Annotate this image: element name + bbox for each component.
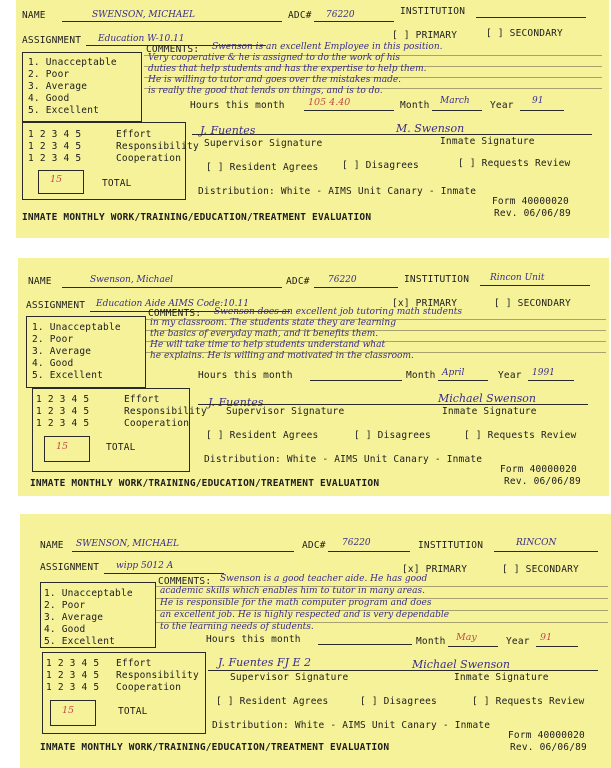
requests-review-checkbox[interactable]: [ ] Requests Review bbox=[472, 696, 585, 707]
secondary-checkbox[interactable]: [ ] SECONDARY bbox=[494, 298, 571, 309]
adc-label: ADC# bbox=[288, 10, 312, 21]
criteria-effort: Effort bbox=[124, 394, 160, 405]
total-label: TOTAL bbox=[102, 178, 132, 189]
assignment-label: ASSIGNMENT bbox=[26, 300, 86, 311]
month-value: May bbox=[456, 632, 477, 643]
resident-agrees-checkbox[interactable]: [ ] Resident Agrees bbox=[206, 430, 319, 441]
adc-value: 76220 bbox=[328, 275, 357, 285]
rating-3: 3. Average bbox=[28, 81, 88, 92]
rating-4: 4. Good bbox=[28, 93, 70, 104]
assignment-label: ASSIGNMENT bbox=[40, 562, 100, 573]
comment-line-5: is really the good that lends on things, and is to do. bbox=[148, 86, 383, 96]
adc-value: 76220 bbox=[326, 10, 355, 20]
year-value: 91 bbox=[540, 632, 553, 643]
assignment-value: Education W-10.11 bbox=[98, 34, 185, 44]
criteria-cooperation: Cooperation bbox=[116, 682, 182, 693]
adc-label: ADC# bbox=[286, 276, 310, 287]
form-title: INMATE MONTHLY WORK/TRAINING/EDUCATION/TREATMENT EVALUATION bbox=[30, 478, 380, 489]
month-value: April bbox=[442, 368, 465, 378]
rating-2: 2. Poor bbox=[44, 600, 86, 611]
rating-3: 3. Average bbox=[44, 612, 104, 623]
scale-responsibility: 1 2 3 4 5 bbox=[36, 406, 90, 417]
scale-responsibility: 1 2 3 4 5 bbox=[46, 670, 100, 681]
comment-line-3: He is responsible for the math computer program and does bbox=[160, 598, 432, 608]
name-label: NAME bbox=[40, 540, 64, 551]
evaluation-form-3 bbox=[20, 514, 611, 768]
supervisor-signature: J. Fuentes bbox=[208, 396, 264, 409]
inmate-signature-label: Inmate Signature bbox=[442, 406, 537, 417]
total-value: 15 bbox=[62, 705, 75, 716]
institution-label: INSTITUTION bbox=[400, 6, 466, 17]
scale-cooperation: 1 2 3 4 5 bbox=[46, 682, 100, 693]
form-revision: Rev. 06/06/89 bbox=[494, 208, 571, 219]
distribution-text: Distribution: White - AIMS Unit Canary - Inmate bbox=[204, 454, 483, 465]
inmate-signature: Michael Swenson bbox=[412, 658, 511, 671]
form-title: INMATE MONTHLY WORK/TRAINING/EDUCATION/TREATMENT EVALUATION bbox=[40, 742, 390, 753]
adc-label: ADC# bbox=[302, 540, 326, 551]
inmate-signature-label: Inmate Signature bbox=[454, 672, 549, 683]
month-value: March bbox=[440, 96, 470, 106]
month-label: Month bbox=[400, 100, 430, 111]
comment-line-1: Swenson is a good teacher aide. He has good bbox=[220, 574, 428, 584]
supervisor-signature: J. Fuentes FJ E 2 bbox=[218, 656, 311, 669]
scale-effort: 1 2 3 4 5 bbox=[28, 129, 82, 140]
scale-responsibility: 1 2 3 4 5 bbox=[28, 141, 82, 152]
primary-checkbox[interactable]: [x] PRIMARY bbox=[402, 564, 468, 575]
rating-5: 5. Excellent bbox=[44, 636, 116, 647]
supervisor-signature-label: Supervisor Signature bbox=[230, 672, 349, 683]
comments-label: COMMENTS: bbox=[148, 308, 202, 319]
total-value: 15 bbox=[50, 174, 63, 185]
year-value: 1991 bbox=[532, 368, 555, 378]
criteria-cooperation: Cooperation bbox=[124, 418, 190, 429]
comment-line-1: Swenson is an excellent Employee in this position. bbox=[212, 42, 443, 52]
year-value: 91 bbox=[532, 96, 544, 106]
total-label: TOTAL bbox=[118, 706, 148, 717]
criteria-cooperation: Cooperation bbox=[116, 153, 182, 164]
comments-label: COMMENTS: bbox=[146, 44, 200, 55]
adc-value: 76220 bbox=[342, 538, 371, 548]
form-number: Form 40000020 bbox=[500, 464, 577, 475]
hours-label: Hours this month bbox=[190, 100, 285, 111]
resident-agrees-checkbox[interactable]: [ ] Resident Agrees bbox=[206, 162, 319, 173]
institution-value: Rincon Unit bbox=[490, 273, 545, 283]
form-number: Form 40000020 bbox=[492, 196, 569, 207]
institution-label: INSTITUTION bbox=[404, 274, 470, 285]
rating-1: 1. Unacceptable bbox=[28, 57, 117, 68]
month-label: Month bbox=[416, 636, 446, 647]
hours-label: Hours this month bbox=[198, 370, 293, 381]
month-label: Month bbox=[406, 370, 436, 381]
inmate-signature: Michael Swenson bbox=[438, 392, 537, 405]
rating-3: 3. Average bbox=[32, 346, 92, 357]
evaluation-form-1 bbox=[16, 0, 609, 238]
name-label: NAME bbox=[28, 276, 52, 287]
comment-line-5: he explains. He is willing and motivated in the classroom. bbox=[150, 351, 414, 361]
comment-line-3: the basics of everyday math, and it benefits them. bbox=[150, 329, 379, 339]
disagrees-checkbox[interactable]: [ ] Disagrees bbox=[342, 160, 419, 171]
name-value: Swenson, Michael bbox=[90, 275, 174, 285]
comment-line-3: duties that help students and has the expertise to help them. bbox=[148, 64, 427, 74]
name-value: SWENSON, MICHAEL bbox=[92, 10, 195, 20]
distribution-text: Distribution: White - AIMS Unit Canary - Inmate bbox=[212, 720, 491, 731]
secondary-checkbox[interactable]: [ ] SECONDARY bbox=[502, 564, 579, 575]
institution-label: INSTITUTION bbox=[418, 540, 484, 551]
rating-4: 4. Good bbox=[32, 358, 74, 369]
rating-2: 2. Poor bbox=[32, 334, 74, 345]
evaluation-form-2 bbox=[18, 258, 609, 496]
scale-effort: 1 2 3 4 5 bbox=[36, 394, 90, 405]
form-revision: Rev. 06/06/89 bbox=[510, 742, 587, 753]
rating-1: 1. Unacceptable bbox=[44, 588, 133, 599]
comment-line-4: He will take time to help students understand what bbox=[150, 340, 386, 350]
inmate-signature: M. Swenson bbox=[396, 122, 465, 135]
criteria-effort: Effort bbox=[116, 129, 152, 140]
rating-1: 1. Unacceptable bbox=[32, 322, 121, 333]
form-revision: Rev. 06/06/89 bbox=[504, 476, 581, 487]
institution-value: RINCON bbox=[516, 538, 557, 548]
comments-label: COMMENTS: bbox=[158, 576, 212, 587]
hours-value: 105 4.40 bbox=[308, 97, 351, 108]
year-label: Year bbox=[490, 100, 514, 111]
comment-line-1: Swenson does an excellent job tutoring math students bbox=[214, 307, 463, 317]
comment-line-2: in my classroom. The students state they are learning bbox=[150, 318, 396, 328]
scale-effort: 1 2 3 4 5 bbox=[46, 658, 100, 669]
comment-line-5: to the learning needs of students. bbox=[160, 622, 314, 632]
criteria-responsibility: Responsibility bbox=[116, 670, 199, 681]
comment-line-2: academic skills which enables him to tutor in many areas. bbox=[160, 586, 425, 596]
hours-label: Hours this month bbox=[206, 634, 301, 645]
comment-line-2: Very cooperative & he is assigned to do the work of his bbox=[148, 53, 401, 63]
name-label: NAME bbox=[22, 10, 46, 21]
total-label: TOTAL bbox=[106, 442, 136, 453]
distribution-text: Distribution: White - AIMS Unit Canary - Inmate bbox=[198, 186, 477, 197]
resident-agrees-checkbox[interactable]: [ ] Resident Agrees bbox=[216, 696, 329, 707]
requests-review-checkbox[interactable]: [ ] Requests Review bbox=[464, 430, 577, 441]
comment-line-4: an excellent job. He is highly respected and is very dependable bbox=[160, 610, 450, 620]
disagrees-checkbox[interactable]: [ ] Disagrees bbox=[354, 430, 431, 441]
year-label: Year bbox=[498, 370, 522, 381]
rating-2: 2. Poor bbox=[28, 69, 70, 80]
scale-cooperation: 1 2 3 4 5 bbox=[36, 418, 90, 429]
rating-5: 5. Excellent bbox=[32, 370, 104, 381]
disagrees-checkbox[interactable]: [ ] Disagrees bbox=[360, 696, 437, 707]
criteria-responsibility: Responsibility bbox=[124, 406, 207, 417]
supervisor-signature: J. Fuentes bbox=[200, 124, 256, 137]
rating-4: 4. Good bbox=[44, 624, 86, 635]
requests-review-checkbox[interactable]: [ ] Requests Review bbox=[458, 158, 571, 169]
name-value: SWENSON, MICHAEL bbox=[76, 539, 179, 549]
assignment-value: Education Aide AIMS Code:10.11 bbox=[96, 299, 249, 309]
assignment-label: ASSIGNMENT bbox=[22, 35, 82, 46]
year-label: Year bbox=[506, 636, 530, 647]
comment-line-4: He is willing to tutor and goes over the mistakes made. bbox=[148, 75, 402, 85]
primary-checkbox[interactable]: [ ] PRIMARY bbox=[392, 30, 458, 41]
criteria-responsibility: Responsibility bbox=[116, 141, 199, 152]
total-value: 15 bbox=[56, 441, 69, 452]
criteria-effort: Effort bbox=[116, 658, 152, 669]
supervisor-signature-label: Supervisor Signature bbox=[226, 406, 345, 417]
secondary-checkbox[interactable]: [ ] SECONDARY bbox=[486, 28, 563, 39]
scale-cooperation: 1 2 3 4 5 bbox=[28, 153, 82, 164]
primary-checkbox[interactable]: [x] PRIMARY bbox=[392, 298, 458, 309]
form-title: INMATE MONTHLY WORK/TRAINING/EDUCATION/TREATMENT EVALUATION bbox=[22, 212, 372, 223]
inmate-signature-label: Inmate Signature bbox=[440, 136, 535, 147]
assignment-value: wipp 5012 A bbox=[116, 561, 174, 571]
rating-5: 5. Excellent bbox=[28, 105, 100, 116]
supervisor-signature-label: Supervisor Signature bbox=[204, 138, 323, 149]
form-number: Form 40000020 bbox=[508, 730, 585, 741]
